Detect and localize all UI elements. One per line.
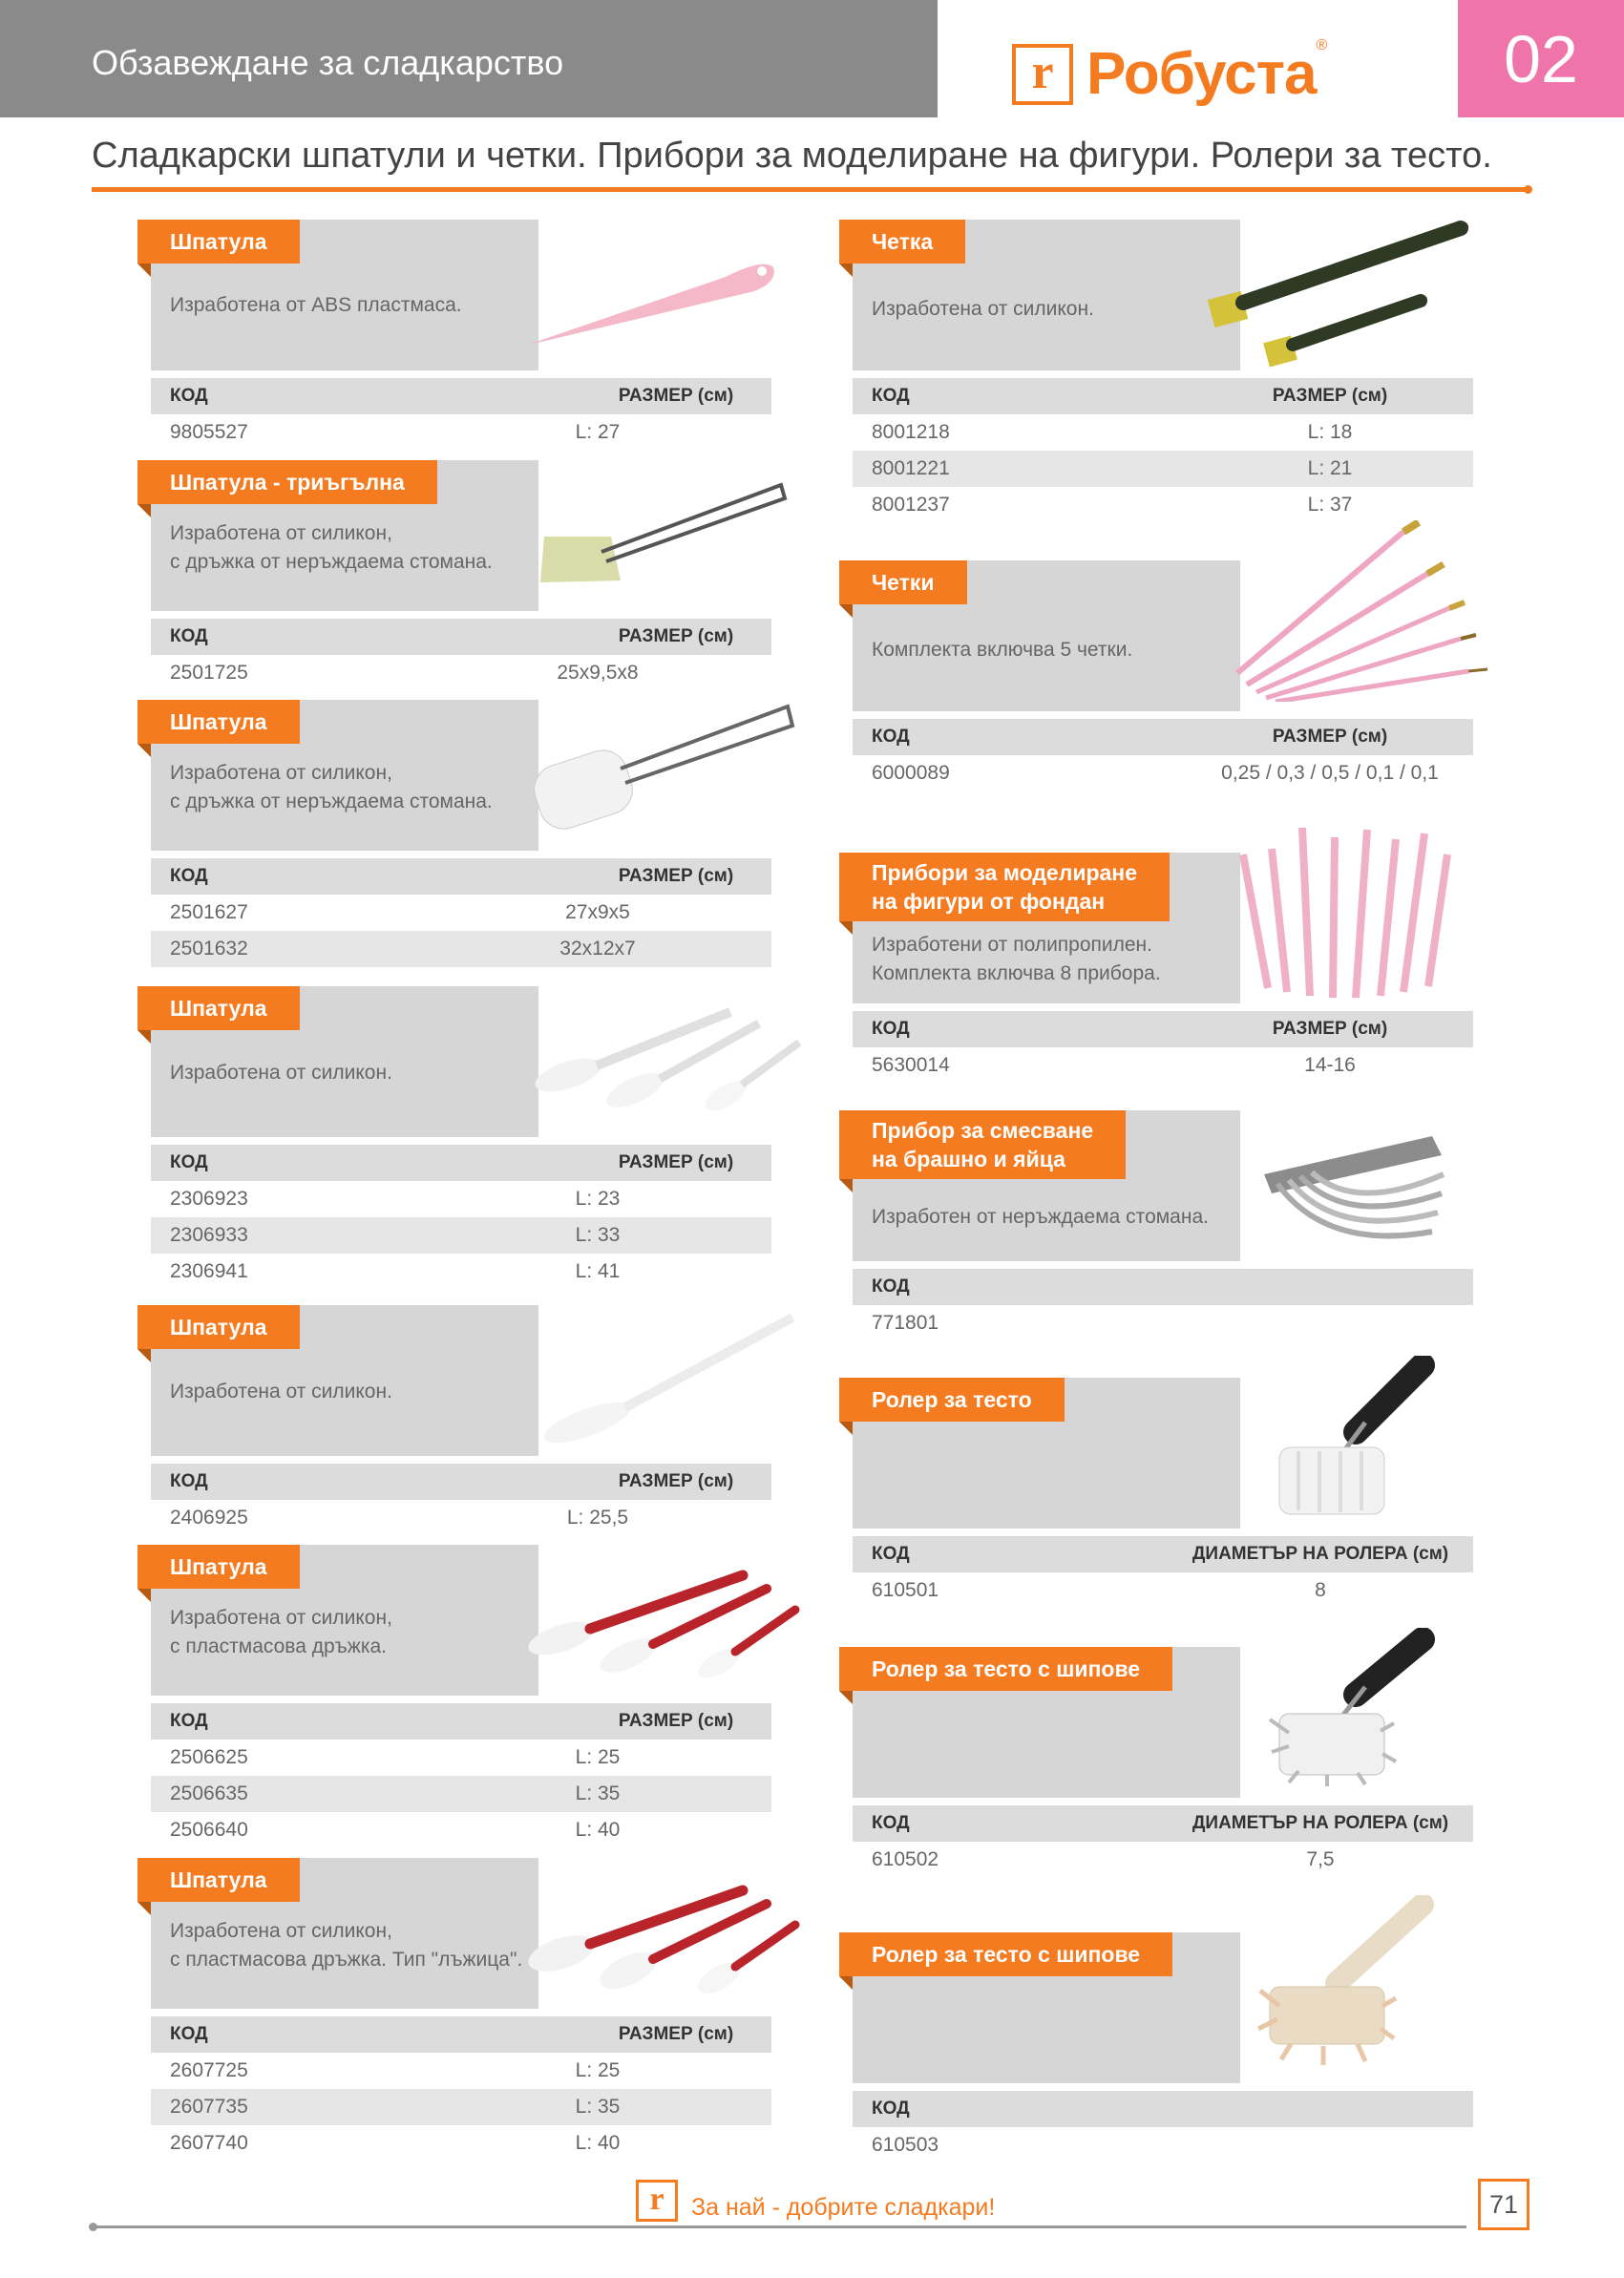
table-row: 2506625 L: 25: [170, 1746, 621, 1768]
spatula-plastic-handle-image: [523, 1566, 810, 1690]
product-description: Изработена от силикон.: [170, 1381, 392, 1403]
table-row: 2506640 L: 40: [170, 1819, 621, 1841]
product-name: Прибор за смесване на брашно и яйца: [839, 1110, 1126, 1179]
product-card-spatula-spoon: [137, 1858, 538, 2011]
product-card-dough-roller: [839, 1378, 1240, 1530]
spiked-roller-plastic-image: [1232, 1895, 1451, 2086]
product-card-spiked-roller-plastic: [839, 1932, 1240, 2085]
product-description: Изработена от силикон, с дръжка от неръждаема стомана.: [170, 522, 493, 573]
dough-roller-image: [1232, 1356, 1461, 1537]
pastry-blender-image: [1251, 1117, 1461, 1260]
table-row: 8001221 L: 21: [853, 451, 1473, 487]
product-name: Шпатула: [137, 1545, 300, 1589]
table-row: 5630014 14-16: [872, 1054, 1356, 1076]
product-card-spiked-roller: [839, 1647, 1240, 1800]
table-row: 2406925 L: 25,5: [170, 1507, 629, 1529]
footer-divider: [92, 2225, 1466, 2228]
table-row: 610501 8: [872, 1579, 1326, 1601]
product-name: Ролер за тесто: [839, 1378, 1065, 1422]
table-row: 2607725 L: 25: [170, 2059, 621, 2081]
product-card-spatula-triangle: [137, 460, 538, 613]
product-name: Шпатула - триъгълна: [137, 460, 437, 504]
title-divider: [92, 187, 1529, 192]
table-row: 2306941 L: 41: [170, 1260, 621, 1282]
product-card-pastry-blender: [839, 1110, 1240, 1263]
brushes-set-image: [1232, 520, 1489, 702]
brand-mark-icon: r: [1012, 44, 1073, 105]
spatula-triangle-image: [535, 477, 792, 611]
page-number: 71: [1478, 2179, 1529, 2230]
product-description: Изработен от неръждаема стомана.: [872, 1206, 1209, 1228]
product-description: Изработена от силикон.: [170, 1062, 392, 1084]
product-description: Изработени от полипропилен. Комплекта включва 8 прибора.: [872, 934, 1161, 984]
product-card-fondant-tools: [839, 853, 1240, 1005]
brush-image: [1203, 215, 1480, 377]
spatula-steel-handle-image: [530, 702, 797, 845]
section-title: Обзавеждане за сладкарство: [92, 43, 564, 82]
product-name: Шпатула: [137, 220, 300, 264]
spatula-silicone-image: [535, 1308, 802, 1451]
table-row: 2607735 L: 35: [151, 2089, 771, 2125]
product-description: Изработена от силикон.: [872, 298, 1094, 320]
product-description: Изработена от силикон, с пластмасова дръжка.: [170, 1607, 392, 1657]
product-card-spatula-plastic-handle: [137, 1545, 538, 1698]
spatula-spoon-image: [523, 1881, 810, 2005]
product-name: Шпатула: [137, 1858, 300, 1902]
table-row: 2501632 32x12x7: [151, 931, 771, 967]
table-row: 771801: [872, 1312, 939, 1334]
table-row: 2306923 L: 23: [170, 1188, 621, 1210]
product-card-brush: [839, 220, 1240, 372]
product-description: Комплекта включва 5 четки.: [872, 639, 1133, 661]
footer-slogan: За най - добрите сладкари!: [691, 2194, 996, 2221]
table-row: 610503: [872, 2134, 939, 2156]
table-row: 2306933 L: 33: [151, 1217, 771, 1254]
product-card-spatula-silicone: [137, 1305, 538, 1458]
product-name: Шпатула: [137, 1305, 300, 1349]
product-description: Изработена от ABS пластмаса.: [170, 294, 462, 316]
fondant-tools-image: [1232, 816, 1461, 1007]
table-row: 2506635 L: 35: [151, 1776, 771, 1812]
table-row: 6000089 0,25 / 0,3 / 0,5 / 0,1 / 0,1: [872, 762, 1439, 784]
table-row: 8001237 L: 37: [872, 494, 1353, 516]
table-row: 2501627 27x9x5: [170, 901, 630, 923]
product-name: Шпатула: [137, 700, 300, 744]
spatula-silicone-set-image: [530, 1002, 807, 1127]
product-name: Ролер за тесто с шипове: [839, 1647, 1172, 1691]
spiked-roller-image: [1232, 1628, 1461, 1800]
product-description: Изработена от силикон, с пластмасова дръжка. Тип "лъжица".: [170, 1920, 523, 1971]
table-row: 8001218 L: 18: [872, 421, 1353, 443]
table-row: 610502 7,5: [872, 1848, 1335, 1870]
product-name: Прибори за моделиране на фигури от фондан: [839, 853, 1170, 921]
table-row: 2501725 25x9,5x8: [170, 662, 639, 684]
product-card-spatula-silicone-set: [137, 986, 538, 1139]
spatula-abs-image: [516, 239, 783, 353]
product-card-brushes-set: [839, 560, 1240, 713]
product-name: Четки: [839, 560, 967, 604]
product-card-spatula-steel-handle: [137, 700, 538, 853]
product-description: Изработена от силикон, с дръжка от неръждаема стомана.: [170, 762, 493, 812]
product-card-spatula-abs: [137, 220, 538, 372]
header-bar: [0, 0, 938, 117]
brand-name: Робуста: [1086, 41, 1317, 107]
footer-logo-icon: r: [636, 2180, 678, 2222]
page-title: Сладкарски шпатули и четки. Прибори за моделиране на фигури. Ролери за тесто.: [92, 136, 1492, 176]
product-name: Четка: [839, 220, 965, 264]
table-row: 2607740 L: 40: [170, 2132, 621, 2154]
chapter-number: 02: [1458, 0, 1624, 117]
product-name: Ролер за тесто с шипове: [839, 1932, 1172, 1976]
registered-mark: ®: [1316, 37, 1328, 53]
table-row: 9805527 L: 27: [170, 421, 621, 443]
brand-logo: [1012, 37, 1328, 107]
product-name: Шпатула: [137, 986, 300, 1030]
